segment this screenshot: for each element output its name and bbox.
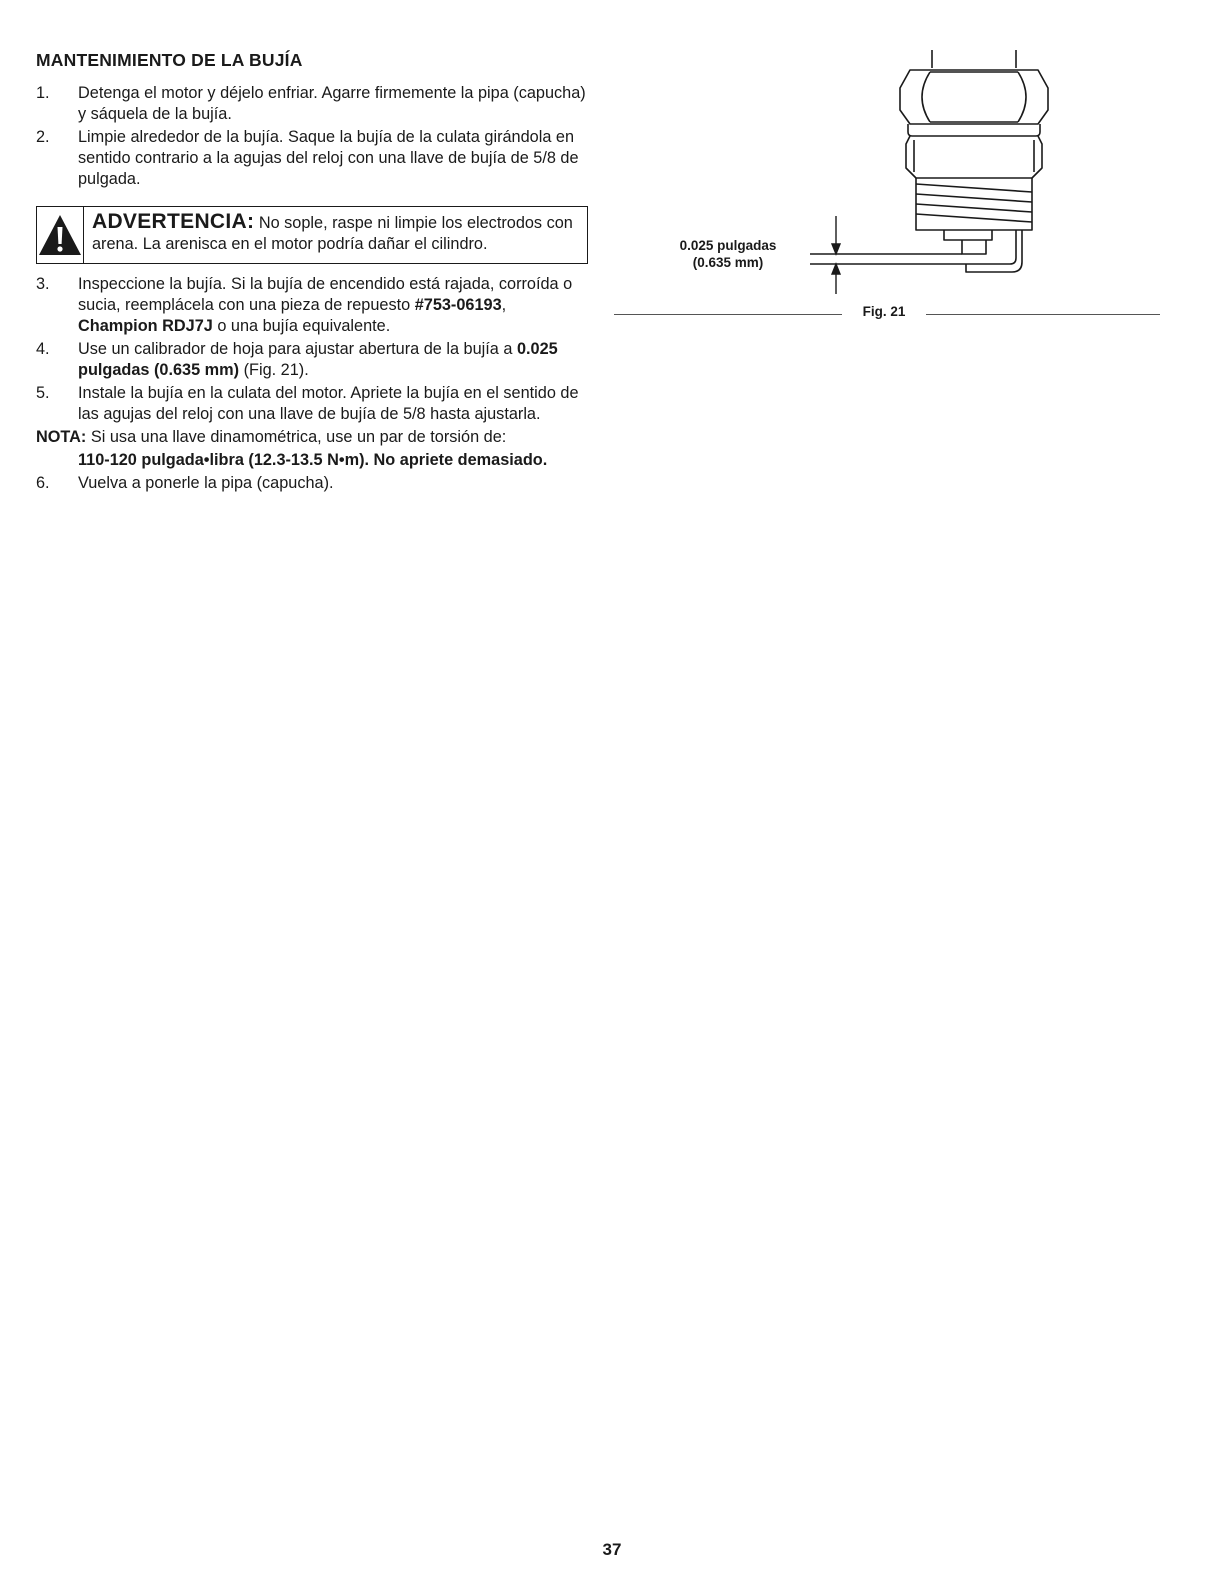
part-number: #753-06193: [414, 296, 502, 314]
spark-plug-brand: Champion RDJ7J: [78, 317, 213, 335]
page-number: 37: [602, 1540, 622, 1559]
section-title: MANTENIMIENTO DE LA BUJÍA: [36, 50, 303, 70]
step-number: 3.: [36, 275, 50, 293]
gap-inches: 0.025 pulgadas: [679, 238, 777, 253]
spark-plug-diagram: [614, 44, 1162, 334]
step-text: Limpie alrededor de la bujía. Saque la bujía de la culata girándola en sentido contrario a la agujas del reloj con una llave de bujía de 5/8 de pulgada.: [78, 128, 579, 188]
main-text-column: [36, 50, 588, 496]
warning-icon-cell: [37, 207, 84, 263]
step-number: 2.: [36, 128, 50, 146]
step-text-end: o una bujía equivalente.: [212, 317, 391, 335]
step-2: [36, 127, 588, 190]
warning-title: ADVERTENCIA:: [92, 210, 255, 233]
step-4: [36, 339, 588, 381]
step-number: 6.: [36, 474, 50, 492]
warning-text: [84, 207, 587, 263]
torque-spec: 110-120 pulgada•libra (12.3-13.5 N•m). No apriete demasiado.: [78, 451, 548, 469]
step-text: Inspeccione la bujía. Si la bujía de encendido está rajada, corroída o sucia, reemplácela con una pieza de repuesto: [78, 275, 573, 314]
step-6: [36, 473, 588, 494]
caption-rule-left: [614, 314, 842, 315]
note-label: NOTA:: [36, 428, 87, 446]
step-text-separator: ,: [501, 296, 507, 314]
note-text: Si usa una llave dinamométrica, use un par de torsión de:: [90, 428, 507, 446]
warning-triangle-icon: [37, 213, 83, 257]
step-text: Instale la bujía en la culata del motor. Apriete la bujía en el sentido de las agujas del reloj con una llave de bujía de 5/8 hasta ajustarla.: [78, 384, 579, 423]
gap-mm: (0.635 mm): [692, 255, 764, 270]
step-3: [36, 274, 588, 337]
step-text: Detenga el motor y déjelo enfriar. Agarre firmemente la pipa (capucha) y sáquela de la bujía.: [78, 84, 586, 123]
step-number: 5.: [36, 384, 50, 402]
caption-rule-right: [926, 314, 1160, 315]
step-text: Vuelva a ponerle la pipa (capucha).: [78, 474, 334, 492]
gap-dimension-label: [654, 237, 802, 271]
warning-box: [36, 206, 588, 264]
figure-21: [614, 44, 1162, 334]
step-text: Use un calibrador de hoja para ajustar abertura de la bujía a: [78, 340, 517, 358]
step-1: [36, 83, 588, 125]
note: [36, 427, 588, 448]
step-number: 4.: [36, 340, 50, 358]
figure-caption: Fig. 21: [862, 304, 906, 319]
step-5: [36, 383, 588, 425]
warning-body: No sople, raspe ni limpie los electrodos con arena. La arenisca en el motor podría dañar el cilindro.: [92, 214, 573, 253]
step-text-end: (Fig. 21).: [239, 361, 309, 379]
step-number: 1.: [36, 84, 50, 102]
gap-value: 0.025 pulgadas (0.635 mm): [78, 340, 558, 379]
